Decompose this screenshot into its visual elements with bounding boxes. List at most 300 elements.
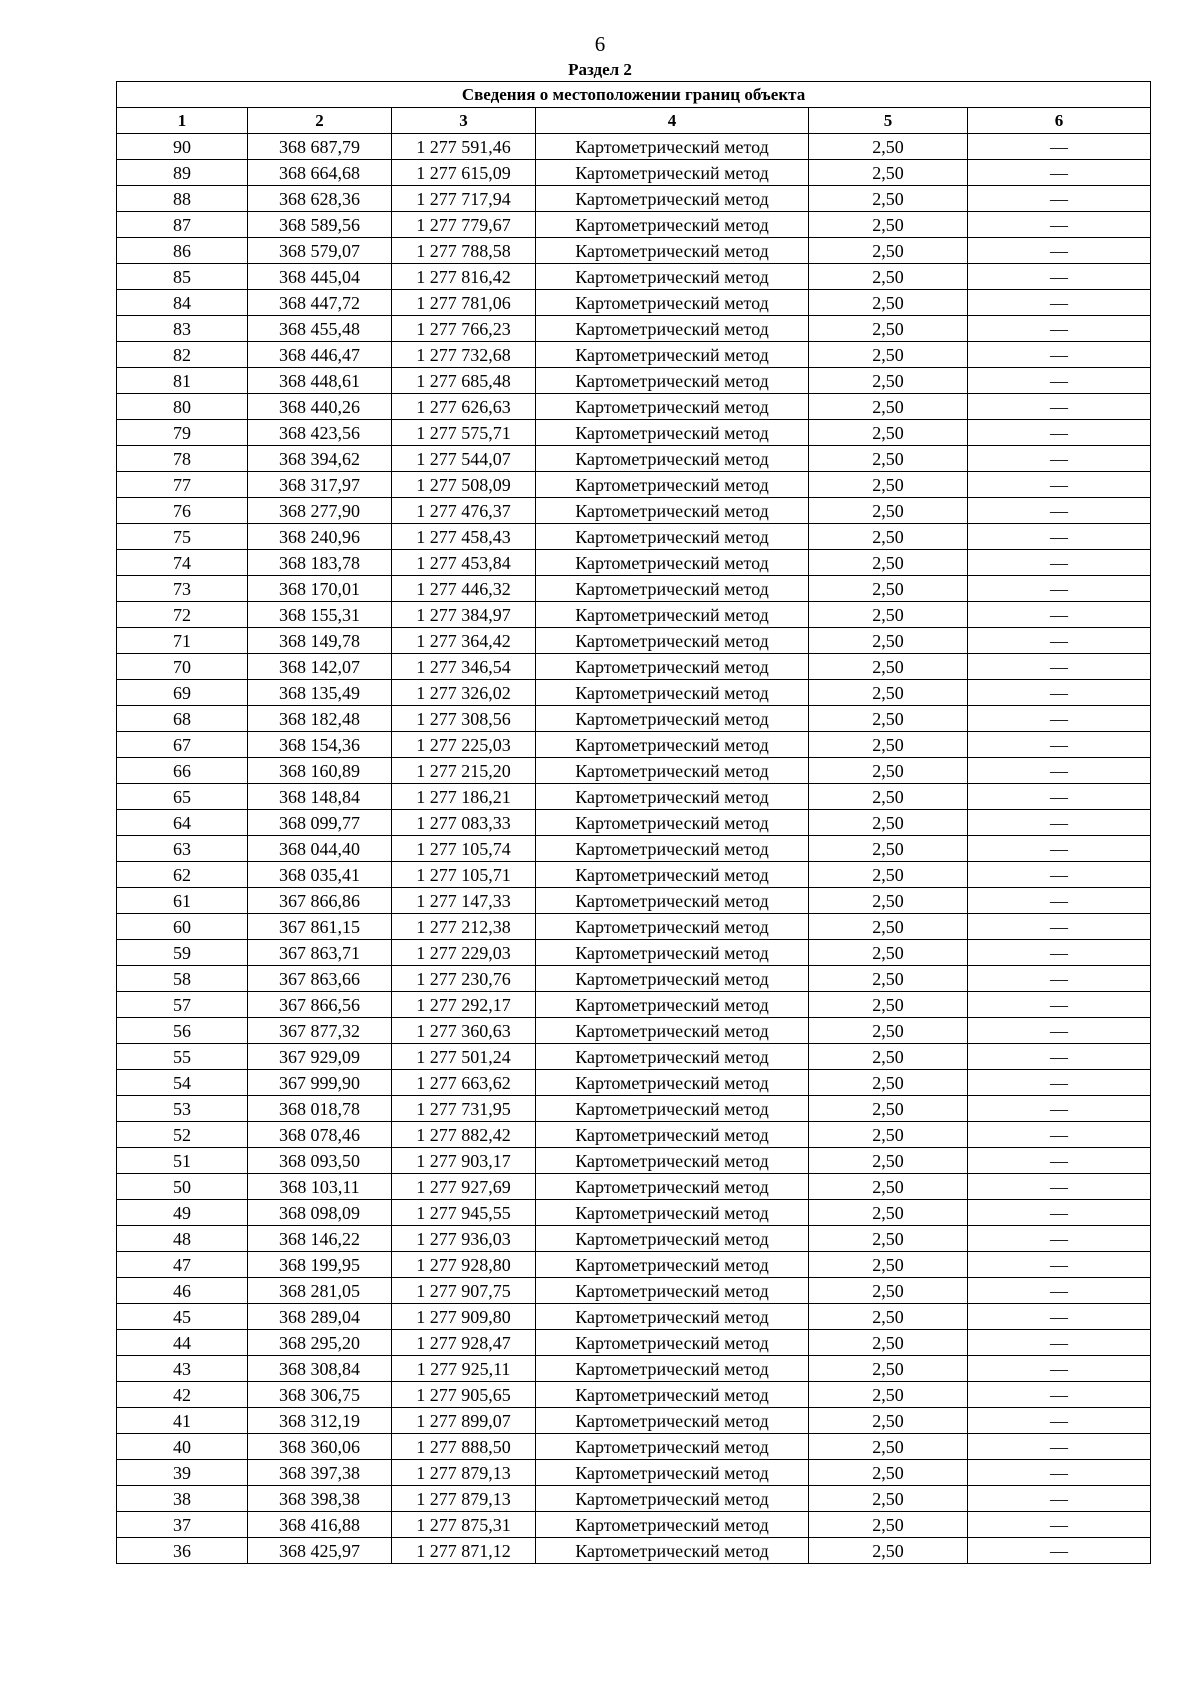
x-coordinate-cell: 368 154,36 [248,732,392,758]
description-cell: — [968,940,1151,966]
accuracy-cell: 2,50 [809,602,968,628]
x-coordinate-cell: 368 628,36 [248,186,392,212]
method-cell: Картометрический метод [536,732,809,758]
y-coordinate-cell: 1 277 788,58 [392,238,536,264]
description-cell: — [968,264,1151,290]
y-coordinate-cell: 1 277 936,03 [392,1226,536,1252]
accuracy-cell: 2,50 [809,888,968,914]
accuracy-cell: 2,50 [809,966,968,992]
table-row [117,1408,1151,1434]
table-row [117,316,1151,342]
point-number-cell: 54 [117,1070,248,1096]
x-coordinate-cell: 368 182,48 [248,706,392,732]
accuracy-cell: 2,50 [809,238,968,264]
table-row [117,1486,1151,1512]
description-cell: — [968,446,1151,472]
method-cell: Картометрический метод [536,940,809,966]
x-coordinate-cell: 368 589,56 [248,212,392,238]
point-number-cell: 44 [117,1330,248,1356]
accuracy-cell: 2,50 [809,446,968,472]
method-cell: Картометрический метод [536,758,809,784]
point-number-cell: 63 [117,836,248,862]
y-coordinate-cell: 1 277 928,47 [392,1330,536,1356]
description-cell: — [968,1486,1151,1512]
y-coordinate-cell: 1 277 925,11 [392,1356,536,1382]
x-coordinate-cell: 368 183,78 [248,550,392,576]
table-row [117,472,1151,498]
table-caption: Сведения о местоположении границ объекта [117,82,1151,108]
accuracy-cell: 2,50 [809,342,968,368]
y-coordinate-cell: 1 277 508,09 [392,472,536,498]
accuracy-cell: 2,50 [809,758,968,784]
description-cell: — [968,1044,1151,1070]
method-cell: Картометрический метод [536,160,809,186]
accuracy-cell: 2,50 [809,784,968,810]
point-number-cell: 81 [117,368,248,394]
point-number-cell: 41 [117,1408,248,1434]
method-cell: Картометрический метод [536,316,809,342]
description-cell: — [968,758,1151,784]
accuracy-cell: 2,50 [809,992,968,1018]
table-row [117,1330,1151,1356]
method-cell: Картометрический метод [536,1278,809,1304]
accuracy-cell: 2,50 [809,368,968,394]
method-cell: Картометрический метод [536,836,809,862]
y-coordinate-cell: 1 277 229,03 [392,940,536,966]
point-number-cell: 83 [117,316,248,342]
boundary-table [116,81,1151,1564]
caption-row [117,82,1151,108]
x-coordinate-cell: 368 446,47 [248,342,392,368]
y-coordinate-cell: 1 277 879,13 [392,1460,536,1486]
method-cell: Картометрический метод [536,1122,809,1148]
description-cell: — [968,810,1151,836]
accuracy-cell: 2,50 [809,1356,968,1382]
y-coordinate-cell: 1 277 882,42 [392,1122,536,1148]
point-number-cell: 38 [117,1486,248,1512]
accuracy-cell: 2,50 [809,1044,968,1070]
y-coordinate-cell: 1 277 888,50 [392,1434,536,1460]
x-coordinate-cell: 368 448,61 [248,368,392,394]
description-cell: — [968,394,1151,420]
method-cell: Картометрический метод [536,290,809,316]
x-coordinate-cell: 368 098,09 [248,1200,392,1226]
table-row [117,966,1151,992]
method-cell: Картометрический метод [536,914,809,940]
accuracy-cell: 2,50 [809,1512,968,1538]
point-number-cell: 76 [117,498,248,524]
description-cell: — [968,368,1151,394]
accuracy-cell: 2,50 [809,316,968,342]
method-cell: Картометрический метод [536,1408,809,1434]
y-coordinate-cell: 1 277 186,21 [392,784,536,810]
description-cell: — [968,1226,1151,1252]
method-cell: Картометрический метод [536,1330,809,1356]
y-coordinate-cell: 1 277 927,69 [392,1174,536,1200]
point-number-cell: 46 [117,1278,248,1304]
description-cell: — [968,1252,1151,1278]
table-row [117,550,1151,576]
x-coordinate-cell: 368 455,48 [248,316,392,342]
table-row [117,1356,1151,1382]
table-row [117,160,1151,186]
method-cell: Картометрический метод [536,654,809,680]
point-number-cell: 74 [117,550,248,576]
y-coordinate-cell: 1 277 575,71 [392,420,536,446]
point-number-cell: 86 [117,238,248,264]
method-cell: Картометрический метод [536,1382,809,1408]
point-number-cell: 53 [117,1096,248,1122]
y-coordinate-cell: 1 277 899,07 [392,1408,536,1434]
method-cell: Картометрический метод [536,342,809,368]
point-number-cell: 62 [117,862,248,888]
table-row [117,1538,1151,1564]
description-cell: — [968,1096,1151,1122]
description-cell: — [968,1330,1151,1356]
method-cell: Картометрический метод [536,420,809,446]
y-coordinate-cell: 1 277 903,17 [392,1148,536,1174]
accuracy-cell: 2,50 [809,420,968,446]
accuracy-cell: 2,50 [809,498,968,524]
description-cell: — [968,550,1151,576]
table-row [117,1226,1151,1252]
table-row [117,1018,1151,1044]
y-coordinate-cell: 1 277 663,62 [392,1070,536,1096]
accuracy-cell: 2,50 [809,186,968,212]
column-header-5: 5 [809,108,968,134]
table-row [117,602,1151,628]
point-number-cell: 58 [117,966,248,992]
table-row [117,1434,1151,1460]
x-coordinate-cell: 368 199,95 [248,1252,392,1278]
point-number-cell: 79 [117,420,248,446]
table-row [117,1174,1151,1200]
x-coordinate-cell: 368 281,05 [248,1278,392,1304]
table-row [117,1122,1151,1148]
accuracy-cell: 2,50 [809,1018,968,1044]
y-coordinate-cell: 1 277 928,80 [392,1252,536,1278]
method-cell: Картометрический метод [536,1226,809,1252]
method-cell: Картометрический метод [536,1252,809,1278]
x-coordinate-cell: 367 877,32 [248,1018,392,1044]
y-coordinate-cell: 1 277 717,94 [392,186,536,212]
y-coordinate-cell: 1 277 766,23 [392,316,536,342]
accuracy-cell: 2,50 [809,1486,968,1512]
description-cell: — [968,1460,1151,1486]
description-cell: — [968,134,1151,160]
x-coordinate-cell: 368 687,79 [248,134,392,160]
accuracy-cell: 2,50 [809,212,968,238]
accuracy-cell: 2,50 [809,160,968,186]
point-number-cell: 61 [117,888,248,914]
table-row [117,1460,1151,1486]
x-coordinate-cell: 368 579,07 [248,238,392,264]
table-row [117,914,1151,940]
description-cell: — [968,602,1151,628]
method-cell: Картометрический метод [536,238,809,264]
accuracy-cell: 2,50 [809,680,968,706]
x-coordinate-cell: 368 093,50 [248,1148,392,1174]
table-row [117,446,1151,472]
method-cell: Картометрический метод [536,1434,809,1460]
y-coordinate-cell: 1 277 732,68 [392,342,536,368]
table-row [117,576,1151,602]
method-cell: Картометрический метод [536,446,809,472]
description-cell: — [968,680,1151,706]
table-row [117,706,1151,732]
point-number-cell: 50 [117,1174,248,1200]
point-number-cell: 43 [117,1356,248,1382]
table-row [117,654,1151,680]
accuracy-cell: 2,50 [809,576,968,602]
point-number-cell: 39 [117,1460,248,1486]
table-row [117,368,1151,394]
x-coordinate-cell: 368 440,26 [248,394,392,420]
description-cell: — [968,836,1151,862]
accuracy-cell: 2,50 [809,1200,968,1226]
y-coordinate-cell: 1 277 945,55 [392,1200,536,1226]
y-coordinate-cell: 1 277 453,84 [392,550,536,576]
table-row [117,524,1151,550]
point-number-cell: 52 [117,1122,248,1148]
method-cell: Картометрический метод [536,134,809,160]
x-coordinate-cell: 368 295,20 [248,1330,392,1356]
table-row [117,1096,1151,1122]
y-coordinate-cell: 1 277 215,20 [392,758,536,784]
description-cell: — [968,732,1151,758]
y-coordinate-cell: 1 277 731,95 [392,1096,536,1122]
method-cell: Картометрический метод [536,524,809,550]
description-cell: — [968,472,1151,498]
accuracy-cell: 2,50 [809,1434,968,1460]
point-number-cell: 66 [117,758,248,784]
accuracy-cell: 2,50 [809,836,968,862]
method-cell: Картометрический метод [536,1174,809,1200]
table-row [117,888,1151,914]
accuracy-cell: 2,50 [809,394,968,420]
accuracy-cell: 2,50 [809,1122,968,1148]
section-title: Раздел 2 [568,60,632,79]
y-coordinate-cell: 1 277 105,74 [392,836,536,862]
x-coordinate-cell: 368 099,77 [248,810,392,836]
column-header-4: 4 [536,108,809,134]
method-cell: Картометрический метод [536,1200,809,1226]
description-cell: — [968,290,1151,316]
accuracy-cell: 2,50 [809,654,968,680]
description-cell: — [968,420,1151,446]
description-cell: — [968,1382,1151,1408]
accuracy-cell: 2,50 [809,706,968,732]
description-cell: — [968,654,1151,680]
description-cell: — [968,316,1151,342]
y-coordinate-cell: 1 277 230,76 [392,966,536,992]
description-cell: — [968,1148,1151,1174]
point-number-cell: 77 [117,472,248,498]
x-coordinate-cell: 368 078,46 [248,1122,392,1148]
table-row [117,186,1151,212]
x-coordinate-cell: 368 423,56 [248,420,392,446]
y-coordinate-cell: 1 277 212,38 [392,914,536,940]
point-number-cell: 80 [117,394,248,420]
x-coordinate-cell: 368 103,11 [248,1174,392,1200]
accuracy-cell: 2,50 [809,550,968,576]
point-number-cell: 78 [117,446,248,472]
table-row [117,1044,1151,1070]
method-cell: Картометрический метод [536,1070,809,1096]
table-row [117,1382,1151,1408]
column-header-6: 6 [968,108,1151,134]
x-coordinate-cell: 368 397,38 [248,1460,392,1486]
description-cell: — [968,1018,1151,1044]
method-cell: Картометрический метод [536,706,809,732]
table-row [117,420,1151,446]
accuracy-cell: 2,50 [809,290,968,316]
y-coordinate-cell: 1 277 909,80 [392,1304,536,1330]
table-row [117,1252,1151,1278]
accuracy-cell: 2,50 [809,1252,968,1278]
description-cell: — [968,1408,1151,1434]
table-row [117,1278,1151,1304]
point-number-cell: 73 [117,576,248,602]
accuracy-cell: 2,50 [809,1096,968,1122]
y-coordinate-cell: 1 277 476,37 [392,498,536,524]
accuracy-cell: 2,50 [809,810,968,836]
description-cell: — [968,1304,1151,1330]
point-number-cell: 65 [117,784,248,810]
method-cell: Картометрический метод [536,212,809,238]
table-row [117,836,1151,862]
table-row [117,1070,1151,1096]
accuracy-cell: 2,50 [809,1304,968,1330]
y-coordinate-cell: 1 277 458,43 [392,524,536,550]
y-coordinate-cell: 1 277 779,67 [392,212,536,238]
point-number-cell: 82 [117,342,248,368]
accuracy-cell: 2,50 [809,914,968,940]
point-number-cell: 55 [117,1044,248,1070]
point-number-cell: 75 [117,524,248,550]
table-row [117,758,1151,784]
method-cell: Картометрический метод [536,602,809,628]
table-row [117,498,1151,524]
x-coordinate-cell: 368 135,49 [248,680,392,706]
point-number-cell: 89 [117,160,248,186]
description-cell: — [968,628,1151,654]
description-cell: — [968,498,1151,524]
method-cell: Картометрический метод [536,784,809,810]
x-coordinate-cell: 368 277,90 [248,498,392,524]
table-row [117,264,1151,290]
table-row [117,940,1151,966]
method-cell: Картометрический метод [536,680,809,706]
x-coordinate-cell: 367 866,86 [248,888,392,914]
point-number-cell: 45 [117,1304,248,1330]
y-coordinate-cell: 1 277 544,07 [392,446,536,472]
description-cell: — [968,914,1151,940]
x-coordinate-cell: 368 044,40 [248,836,392,862]
x-coordinate-cell: 368 018,78 [248,1096,392,1122]
method-cell: Картометрический метод [536,1018,809,1044]
method-cell: Картометрический метод [536,368,809,394]
column-header-1: 1 [117,108,248,134]
y-coordinate-cell: 1 277 626,63 [392,394,536,420]
method-cell: Картометрический метод [536,186,809,212]
method-cell: Картометрический метод [536,1512,809,1538]
y-coordinate-cell: 1 277 615,09 [392,160,536,186]
table-row [117,238,1151,264]
point-number-cell: 70 [117,654,248,680]
y-coordinate-cell: 1 277 225,03 [392,732,536,758]
point-number-cell: 64 [117,810,248,836]
x-coordinate-cell: 367 999,90 [248,1070,392,1096]
description-cell: — [968,1174,1151,1200]
method-cell: Картометрический метод [536,1538,809,1564]
point-number-cell: 59 [117,940,248,966]
method-cell: Картометрический метод [536,1356,809,1382]
description-cell: — [968,160,1151,186]
method-cell: Картометрический метод [536,498,809,524]
point-number-cell: 47 [117,1252,248,1278]
description-cell: — [968,576,1151,602]
x-coordinate-cell: 368 425,97 [248,1538,392,1564]
accuracy-cell: 2,50 [809,1226,968,1252]
y-coordinate-cell: 1 277 905,65 [392,1382,536,1408]
method-cell: Картометрический метод [536,992,809,1018]
point-number-cell: 88 [117,186,248,212]
method-cell: Картометрический метод [536,550,809,576]
table-row [117,862,1151,888]
description-cell: — [968,1538,1151,1564]
accuracy-cell: 2,50 [809,1460,968,1486]
y-coordinate-cell: 1 277 816,42 [392,264,536,290]
table-row [117,628,1151,654]
x-coordinate-cell: 368 306,75 [248,1382,392,1408]
table-row [117,290,1151,316]
x-coordinate-cell: 368 170,01 [248,576,392,602]
y-coordinate-cell: 1 277 685,48 [392,368,536,394]
description-cell: — [968,1356,1151,1382]
point-number-cell: 36 [117,1538,248,1564]
point-number-cell: 40 [117,1434,248,1460]
y-coordinate-cell: 1 277 871,12 [392,1538,536,1564]
x-coordinate-cell: 368 148,84 [248,784,392,810]
point-number-cell: 87 [117,212,248,238]
x-coordinate-cell: 368 317,97 [248,472,392,498]
method-cell: Картометрический метод [536,394,809,420]
x-coordinate-cell: 368 416,88 [248,1512,392,1538]
description-cell: — [968,992,1151,1018]
x-coordinate-cell: 368 312,19 [248,1408,392,1434]
point-number-cell: 48 [117,1226,248,1252]
description-cell: — [968,1278,1151,1304]
x-coordinate-cell: 368 447,72 [248,290,392,316]
method-cell: Картометрический метод [536,1304,809,1330]
description-cell: — [968,186,1151,212]
point-number-cell: 37 [117,1512,248,1538]
accuracy-cell: 2,50 [809,732,968,758]
method-cell: Картометрический метод [536,1486,809,1512]
y-coordinate-cell: 1 277 292,17 [392,992,536,1018]
point-number-cell: 51 [117,1148,248,1174]
accuracy-cell: 2,50 [809,1408,968,1434]
table-row [117,680,1151,706]
point-number-cell: 68 [117,706,248,732]
x-coordinate-cell: 368 149,78 [248,628,392,654]
point-number-cell: 49 [117,1200,248,1226]
accuracy-cell: 2,50 [809,472,968,498]
x-coordinate-cell: 367 863,66 [248,966,392,992]
accuracy-cell: 2,50 [809,862,968,888]
table-row [117,732,1151,758]
